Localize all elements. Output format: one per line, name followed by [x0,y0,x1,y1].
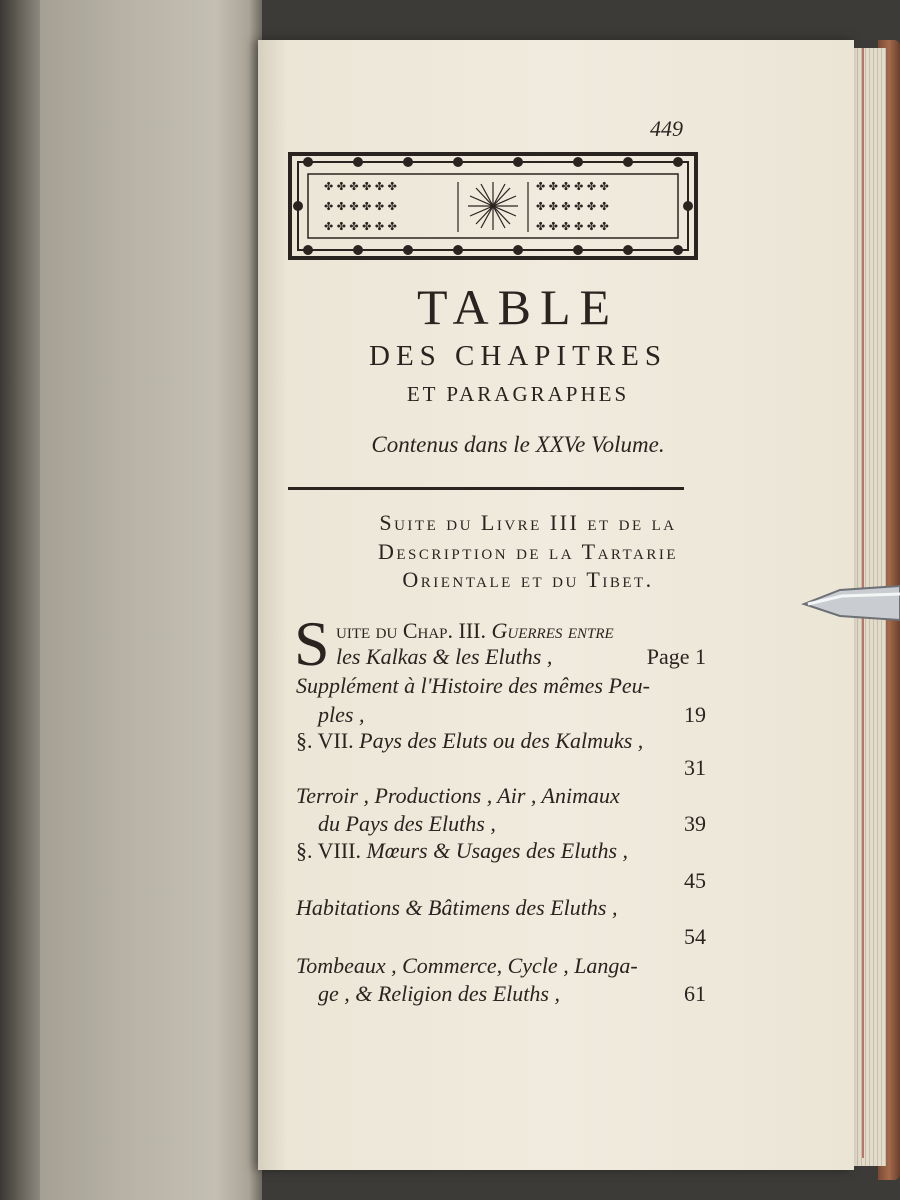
toc-entry-line [318,809,706,839]
toc-entry-prefix: §. VIII. [296,838,361,863]
svg-text:✤ ✤ ✤ ✤ ✤ ✤: ✤ ✤ ✤ ✤ ✤ ✤ [536,180,609,193]
subtitle-line: Contenus dans le XXVe Volume. [371,432,665,457]
subtitle-line: ET PARAGRAPHES [406,382,630,406]
page-title: TABLE [416,279,620,335]
svg-text:✤ ✤ ✤ ✤ ✤ ✤: ✤ ✤ ✤ ✤ ✤ ✤ [536,200,609,213]
toc-page-ref: 39 [684,811,706,836]
toc-page-ref: 19 [684,702,706,727]
toc-entry-line [336,642,706,672]
toc-entry-text: ge , & Religion des Eluths , [318,981,560,1006]
page-number: 449 [650,116,683,141]
section-heading-line: Description de la Tartarie [378,539,678,564]
horizontal-rule [288,487,684,490]
toc-page-ref: 45 [684,868,706,893]
svg-text:✤ ✤ ✤ ✤ ✤ ✤: ✤ ✤ ✤ ✤ ✤ ✤ [324,180,397,193]
toc-entry-line [296,836,706,866]
toc-entry-text: ples , [318,702,365,727]
toc-entry-line [296,726,706,756]
toc-page-ref: Page 1 [646,644,706,669]
toc-entry-text: Pays des Eluts ou des Kalmuks , [353,728,644,753]
subtitle-line: DES CHAPITRES [369,340,667,372]
toc-entry-text: Guerres entre [485,618,614,643]
toc-entry-prefix: §. VII. [296,728,354,753]
toc-entry-line: Supplément à l'Histoire des mêmes Peu- [296,673,650,698]
toc-entry-line: Tombeaux , Commerce, Cycle , Langa- [296,953,638,978]
toc-page-ref: 61 [684,981,706,1006]
svg-text:✤ ✤ ✤ ✤ ✤ ✤: ✤ ✤ ✤ ✤ ✤ ✤ [324,200,397,213]
toc-entry-text: uite du Chap. III. [336,618,486,643]
section-heading-line: Suite du Livre III et de la [379,510,677,535]
bookmark-clip-icon [800,582,900,624]
toc-page-ref: 31 [684,755,706,780]
toc-entry-text: Mœurs & Usages des Eluths , [360,838,629,863]
drop-cap: S [294,608,330,679]
toc-entry-line [318,979,706,1009]
decorative-border-ornament [288,152,698,260]
gutter-shadow [0,0,40,1200]
toc-entry-text: les Kalkas & les Eluths , [336,644,553,669]
toc-entry-line: Habitations & Bâtimens des Eluths , [296,895,618,920]
svg-text:✤ ✤ ✤ ✤ ✤ ✤: ✤ ✤ ✤ ✤ ✤ ✤ [324,220,397,233]
toc-page-ref: 54 [684,924,706,949]
section-heading-line: Orientale et du Tibet. [402,567,654,592]
svg-text:✤ ✤ ✤ ✤ ✤ ✤: ✤ ✤ ✤ ✤ ✤ ✤ [536,220,609,233]
toc-entry-text: du Pays des Eluths , [318,811,496,836]
toc-entry-line: Terroir , Productions , Air , Animaux [296,783,620,808]
